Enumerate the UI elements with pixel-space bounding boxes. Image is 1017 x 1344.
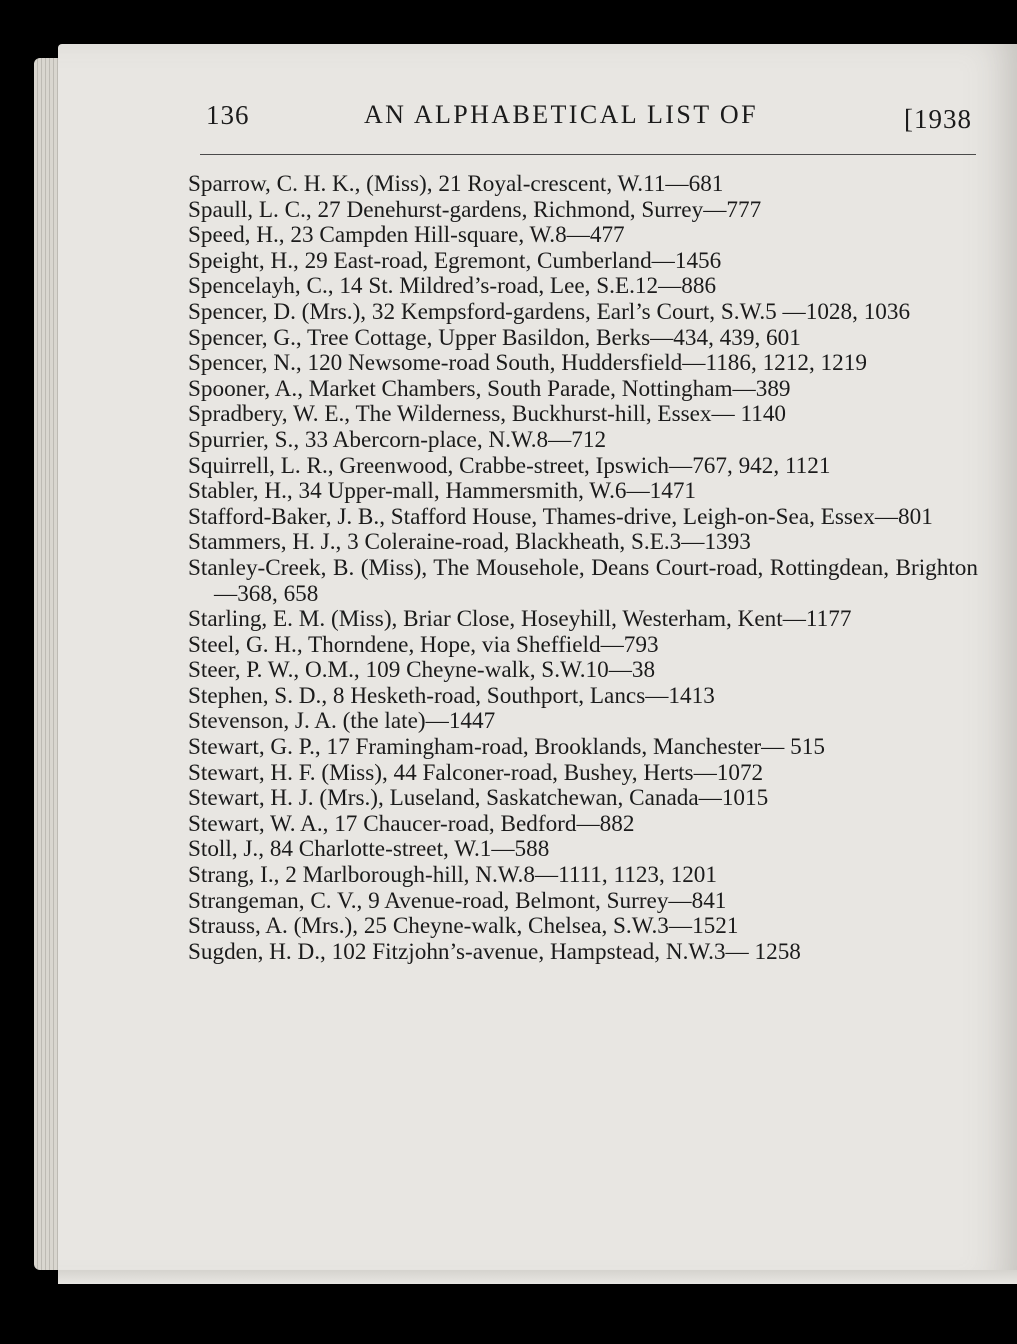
list-entry: Speed, H., 23 Campden Hill-square, W.8—477 <box>188 222 625 249</box>
list-entry: Spencelayh, C., 14 St. Mildred’s-road, Lee, S.E.12—886 <box>188 273 717 300</box>
list-entry: Stevenson, J. A. (the late)—1447 <box>188 708 496 735</box>
list-entry: Speight, H., 29 East-road, Egremont, Cumberland—1456 <box>188 247 722 274</box>
list-entry: Spencer, N., 120 Newsome-road South, Huddersfield—1186, 1212, 1219 <box>188 350 867 377</box>
year-marker: [1938 <box>904 104 972 134</box>
running-head: AN ALPHABETICAL LIST OF <box>364 100 758 129</box>
page-header <box>206 100 976 140</box>
page-number: 136 <box>206 100 250 130</box>
list-entry: Stewart, H. J. (Mrs.), Luseland, Saskatchewan, Canada—1015 <box>188 785 769 812</box>
list-entry: Stewart, H. F. (Miss), 44 Falconer-road, Bushey, Herts—1072 <box>188 759 764 786</box>
list-entry: Spooner, A., Market Chambers, South Parade, Nottingham—389 <box>188 375 791 402</box>
page-bottom-shadow <box>58 1270 1017 1284</box>
list-entry: Stafford-Baker, J. B., Stafford House, Thames-drive, Leigh-on-Sea, Essex—801 <box>188 503 933 530</box>
list-entry: Stanley-Creek, B. (Miss), The Mousehole, Deans Court-road, Rottingdean, Brighton—368, 658 <box>188 554 978 607</box>
list-entry: Squirrell, L. R., Greenwood, Crabbe-street, Ipswich—767, 942, 1121 <box>188 452 831 479</box>
list-entry: Spaull, L. C., 27 Denehurst-gardens, Richmond, Surrey—777 <box>188 196 762 223</box>
list-entry: Spradbery, W. E., The Wilderness, Buckhurst-hill, Essex— 1140 <box>188 401 787 428</box>
list-entry: Spencer, D. (Mrs.), 32 Kempsford-gardens, Earl’s Court, S.W.5 —1028, 1036 <box>188 298 911 325</box>
list-entry: Starling, E. M. (Miss), Briar Close, Hoseyhill, Westerham, Kent—1177 <box>188 606 852 633</box>
list-entry: Strauss, A. (Mrs.), 25 Cheyne-walk, Chelsea, S.W.3—1521 <box>188 913 739 940</box>
list-entry: Sugden, H. D., 102 Fitzjohn’s-avenue, Hampstead, N.W.3— 1258 <box>188 938 801 965</box>
header-rule <box>200 154 976 155</box>
list-entry: Stewart, G. P., 17 Framingham-road, Brooklands, Manchester— 515 <box>188 734 825 761</box>
list-entry: Steel, G. H., Thorndene, Hope, via Sheffield—793 <box>188 631 659 658</box>
list-entry: Stabler, H., 34 Upper-mall, Hammersmith, W.6—1471 <box>188 478 697 505</box>
list-entry: Sparrow, C. H. K., (Miss), 21 Royal-crescent, W.11—681 <box>188 171 724 197</box>
list-entry: Spurrier, S., 33 Abercorn-place, N.W.8—712 <box>188 426 607 453</box>
list-entry: Spencer, G., Tree Cottage, Upper Basildon, Berks—434, 439, 601 <box>188 324 801 351</box>
list-entry: Stammers, H. J., 3 Coleraine-road, Blackheath, S.E.3—1393 <box>188 529 751 556</box>
list-entry: Strangeman, C. V., 9 Avenue-road, Belmont, Surrey—841 <box>188 887 727 914</box>
entry-list <box>188 172 978 965</box>
list-entry: Strang, I., 2 Marlborough-hill, N.W.8—1111, 1123, 1201 <box>188 862 717 889</box>
list-entry: Stewart, W. A., 17 Chaucer-road, Bedford—882 <box>188 810 635 837</box>
list-entry: Steer, P. W., O.M., 109 Cheyne-walk, S.W.10—38 <box>188 657 656 684</box>
list-entry: Stephen, S. D., 8 Hesketh-road, Southport, Lancs—1413 <box>188 682 715 709</box>
list-entry: Stoll, J., 84 Charlotte-street, W.1—588 <box>188 836 550 863</box>
